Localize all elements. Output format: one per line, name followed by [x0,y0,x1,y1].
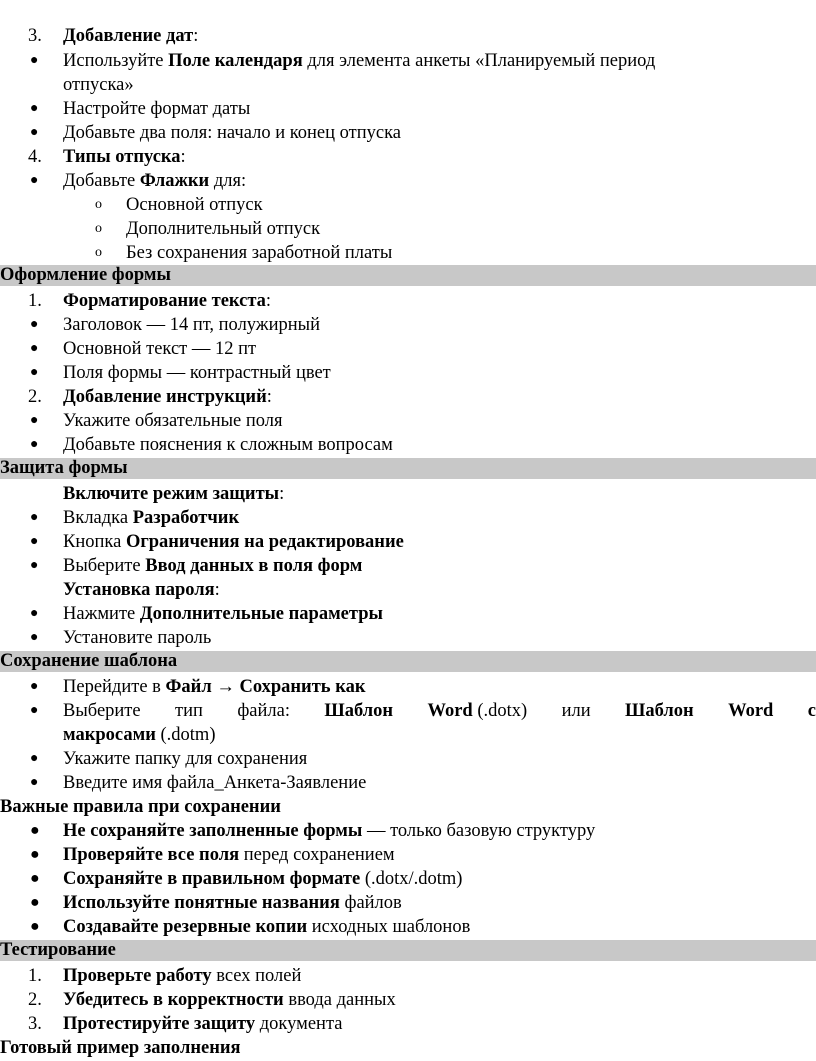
list-item: ● Заголовок — 14 пт, полужирный [30,315,320,335]
bullet-icon: ● [30,53,39,68]
list-item: 1. Проверьте работу всех полей [28,966,302,986]
bullet-icon: ● [30,630,39,645]
section-heading: Защита формы [0,458,816,479]
list-item: ● Не сохраняйте заполненные формы — только базовую структуру [30,821,596,841]
bullet-icon: ● [30,365,39,380]
list-number: 1. [28,966,42,986]
bullet-icon: ● [30,606,39,621]
bullet-icon: ● [30,413,39,428]
list-item: ● Укажите папку для сохранения [30,749,308,769]
list-item: ● Выберите Ввод данных в поля форм [30,556,363,576]
item-title: Типы отпуска [63,147,181,167]
list-item: ● Добавьте пояснения к сложным вопросам [30,435,393,455]
section-heading: Тестирование [0,940,816,961]
list-number: 2. [28,990,42,1010]
list-item: ● Добавьте Флажки для: [30,171,247,191]
bullet-icon: ● [30,437,39,452]
bullet-icon: ● [30,125,39,140]
sub-list-item: o Дополнительный отпуск [95,219,321,239]
list-item: ● Добавьте два поля: начало и конец отпуска [30,123,402,143]
bullet-icon: ● [30,751,39,766]
section-heading: Оформление формы [0,265,816,286]
list-number: 1. [28,291,42,311]
bullet-icon: ● [30,894,40,911]
list-item: ● Укажите обязательные поля [30,411,283,431]
bullet-icon: ● [30,317,39,332]
list-number: 3. [28,26,42,46]
list-item: ● Кнопка Ограничения на редактирование [30,532,404,552]
bullet-icon: ● [30,918,40,935]
section-heading: Сохранение шаблона [0,651,816,672]
section-heading: Важные правила при сохранении [0,797,281,817]
list-item: 3. Добавление дат: [28,26,199,46]
list-item: ● Перейдите в Файл → Сохранить как [30,677,366,697]
bullet-icon: ● [30,558,39,573]
list-item: 2. Добавление инструкций: [28,387,272,407]
bullet-icon: ● [30,173,39,188]
circle-bullet-icon: o [95,221,102,236]
list-item-continuation: отпуска» [63,75,134,95]
sub-list-item: o Без сохранения заработной платы [95,243,393,263]
bullet-icon: ● [30,510,39,525]
list-item: ● Настройте формат даты [30,99,251,119]
bullet-icon: ● [30,703,39,718]
section-heading: Готовый пример заполнения [0,1038,241,1058]
list-item: ● Создавайте резервные копии исходных шаблонов [30,917,471,937]
bullet-icon: ● [30,775,39,790]
list-item: ● Используйте понятные названия файлов [30,893,402,913]
list-item: Установка пароля: [63,580,220,600]
bullet-icon: ● [30,341,39,356]
bullet-icon: ● [30,822,40,839]
bullet-icon: ● [30,870,40,887]
list-number: 4. [28,147,42,167]
list-item: ● Сохраняйте в правильном формате (.dotx/.dotm) [30,869,463,889]
bullet-icon: ● [30,846,40,863]
bullet-icon: ● [30,679,39,694]
list-number: 2. [28,387,42,407]
list-item: 2. Убедитесь в корректности ввода данных [28,990,396,1010]
bullet-icon: ● [30,101,39,116]
list-item: ● Нажмите Дополнительные параметры [30,604,383,624]
list-number: 3. [28,1014,42,1034]
item-title: Добавление дат [63,26,194,46]
list-item: ● Используйте Поле календаря для элемента анкеты «Планируемый период [30,51,656,71]
circle-bullet-icon: o [95,245,102,260]
list-item: ● Основной текст — 12 пт [30,339,257,359]
bullet-icon: ● [30,534,39,549]
list-item: ● Проверяйте все поля перед сохранением [30,845,395,865]
list-item: 1. Форматирование текста: [28,291,272,311]
list-item: ● Введите имя файла_Анкета-Заявление [30,773,367,793]
list-item: ● Выберите тип файла: Шаблон Word (.dotx) или Шаблон Word с [30,701,816,721]
list-item: ● Установите пароль [30,628,212,648]
list-item: Включите режим защиты: [63,484,285,504]
sub-list-item: o Основной отпуск [95,195,263,215]
list-item: 3. Протестируйте защиту документа [28,1014,343,1034]
list-item: ● Вкладка Разработчик [30,508,240,528]
circle-bullet-icon: o [95,197,102,212]
list-item: ● Поля формы — контрастный цвет [30,363,331,383]
list-item-continuation: макросами (.dotm) [63,725,216,745]
list-item: 4. Типы отпуска: [28,147,186,167]
